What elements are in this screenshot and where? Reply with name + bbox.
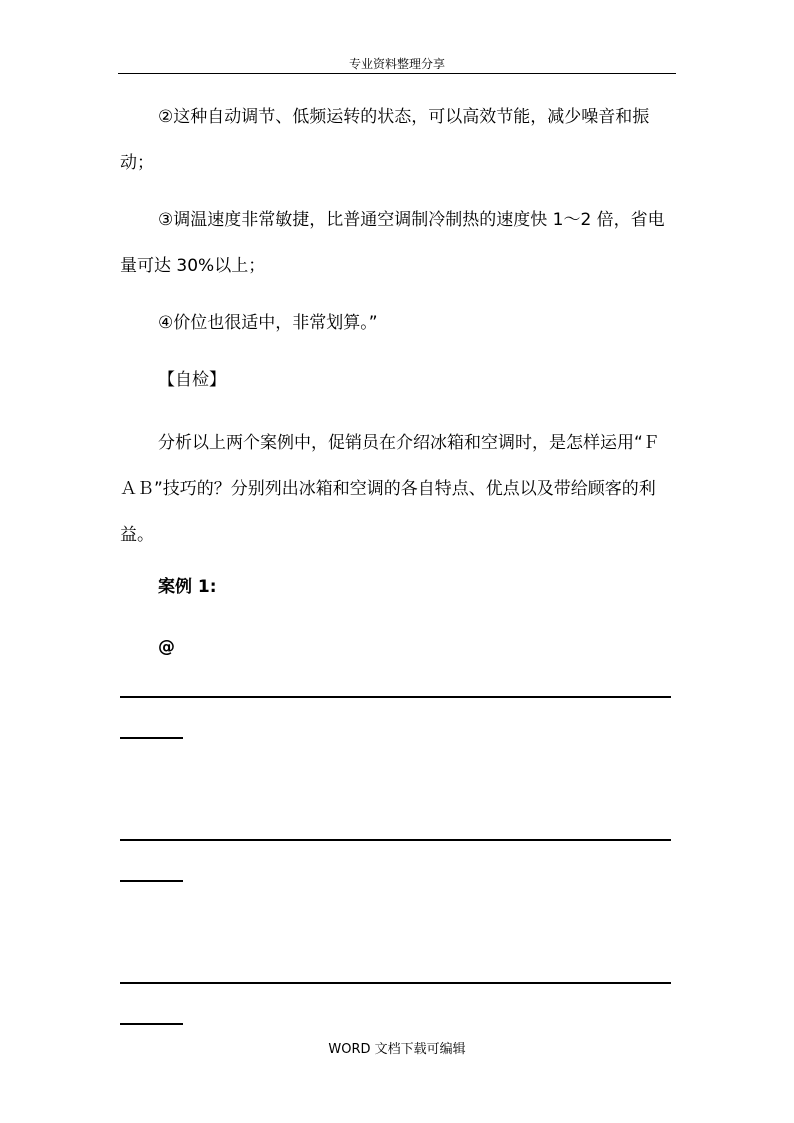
answer-line-end xyxy=(120,1023,183,1025)
bullet-mark: @ xyxy=(158,637,175,657)
section-heading-self-check: 【自检】 xyxy=(158,370,226,390)
case-heading: 案例 1: xyxy=(158,577,217,597)
answer-line xyxy=(120,696,671,698)
paragraph-point-3: ③调温速度非常敏捷，比普通空调制冷制热的速度快 1～2 倍，省电量可达 30%以上； xyxy=(120,210,665,276)
footer-note: WORD 文档下载可编辑 xyxy=(328,1042,466,1057)
paragraph-point-4: ④价位也很适中，非常划算。” xyxy=(158,313,378,333)
paragraph-point-2: ②这种自动调节、低频运转的状态，可以高效节能，减少噪音和振动； xyxy=(120,107,650,173)
answer-line xyxy=(120,982,671,984)
header-title: 专业资料整理分享 xyxy=(348,57,445,71)
question-paragraph: 分析以上两个案例中，促销员在介绍冰箱和空调时，是怎样运用“ＦＡＢ”技巧的？分别列出冰箱和空调的各自特点、优点以及带给顾客的利益。 xyxy=(120,433,660,545)
answer-line xyxy=(120,839,671,841)
header-divider xyxy=(118,73,676,74)
answer-line-end xyxy=(120,737,183,739)
answer-line-end xyxy=(120,880,183,882)
